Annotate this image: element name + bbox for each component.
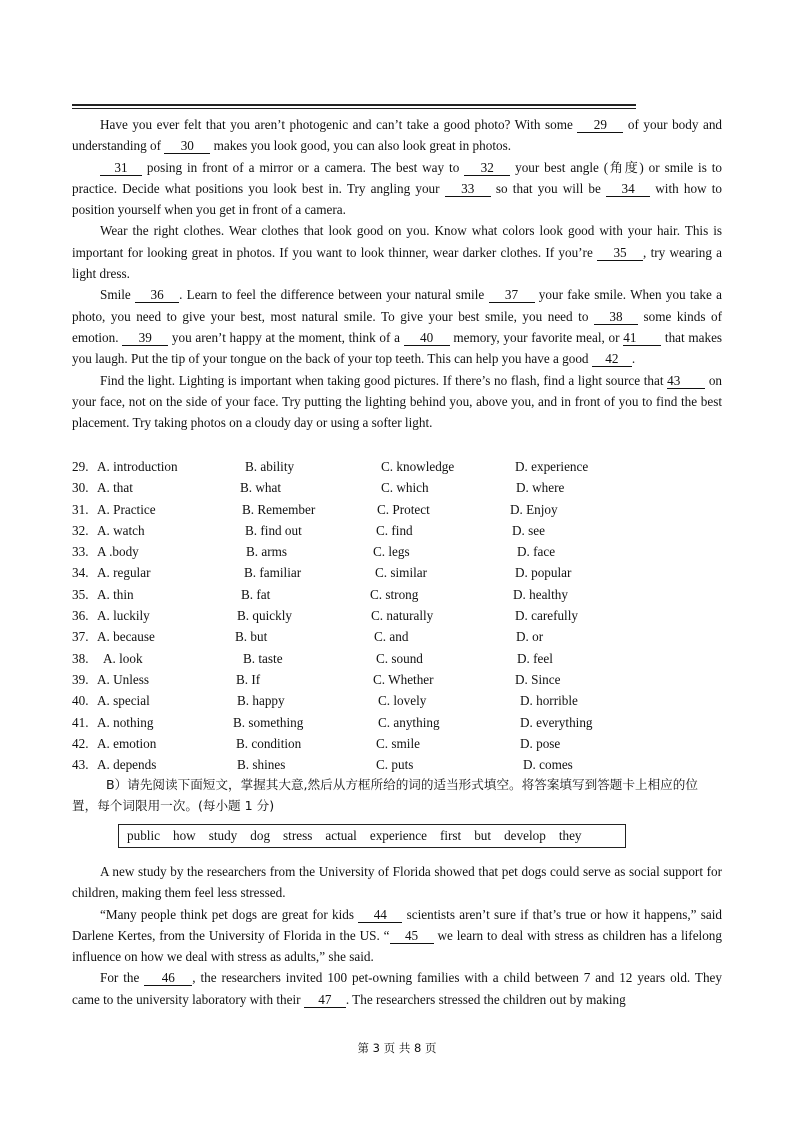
blank-42: 42 — [592, 351, 632, 367]
word-actual: actual — [325, 828, 357, 843]
word-develop: develop — [504, 828, 546, 843]
blank-38: 38 — [594, 309, 638, 325]
passage-b-paragraph-3: For the 46 , the researchers invited 100 pet-owning families with a child between 7 and 12 years old. They came to the university laboratory with their 47 . The researchers stressed the children out by making — [72, 970, 723, 1007]
word-dog: dog — [250, 828, 271, 843]
blank-32: 32 — [464, 160, 510, 176]
page-footer: 第 3 页 共 8 页 — [357, 1041, 437, 1055]
passage-b-paragraph-2: “Many people think pet dogs are great for kids 44 scientists aren’t sure if that’s true or how it happens,” said Darlene Kertes, from the University of Florida in the US. “ 45 we learn to deal with stress as children has a lifelong influence on how we deal with stress as adults,” she said. — [72, 906, 723, 965]
word-how: how — [172, 828, 196, 843]
blank-40: 40 — [404, 330, 450, 346]
passage-a-paragraph-4: Smile 36 . Learn to feel the difference between your natural smile 37 your fake smile. When you take a photo, you need to give your best, most natural smile. To give your best smile, you need to 38 some kinds of emotion. 39 you aren’t happy at the moment, think of a 40 memory, your favorite meal, or 41 that makes you laugh. Put the tip of your tongue on the back of your top teeth. This can help you have a good 42 . — [72, 287, 723, 367]
passage-a-paragraph-5: Find the light. Lighting is important when taking good pictures. If there’s no flash, find a light source that 43 on your face, not on the side of your face. Try putting the lighting behind you, above you, and in front of you to find the best placement. Try taking photos on a cloudy day or using a softer light. — [72, 372, 723, 431]
blank-37: 37 — [489, 287, 535, 303]
option-row-41: 41. A. nothing B. something C. anything D. everything — [72, 714, 593, 730]
option-row-40: 40. A. special B. happy C. lovely D. horrible — [72, 693, 578, 709]
passage-b-paragraph-1: A new study by the researchers from the University of Florida showed that pet dogs could serve as social support for children, making them feel less stressed. — [72, 864, 722, 901]
option-row-30: 30. A. that B. what C. which D. where — [72, 480, 565, 496]
blank-45: 45 — [390, 928, 434, 944]
option-row-42: 42. A. emotion B. condition C. smile D. pose — [72, 735, 561, 751]
section-b-instruction: B）请先阅读下面短文，掌握其大意,然后从方框所给的词的适当形式填空。将答案填写到答题卡上相应的位置，每个词限用一次。(每小题 1 分) — [72, 777, 698, 814]
word-experience: experience — [369, 828, 427, 843]
blank-41: 41 — [623, 330, 661, 346]
blank-46: 46 — [144, 970, 192, 986]
blank-47: 47 — [304, 992, 346, 1008]
word-first: first — [439, 828, 462, 843]
word-but: but — [474, 828, 492, 843]
blank-36: 36 — [135, 287, 179, 303]
blank-39: 39 — [122, 330, 168, 346]
word-study: study — [208, 828, 238, 843]
passage-a-paragraph-1: Have you ever felt that you aren’t photogenic and can’t take a good photo? With some 29 of your body and understanding of 30 makes you look good, you can also look great in photos. — [72, 117, 723, 154]
blank-43: 43 — [667, 373, 705, 389]
options-list — [72, 456, 722, 775]
blank-30: 30 — [164, 138, 210, 154]
passage-a — [72, 114, 722, 433]
passage-b — [72, 861, 722, 1010]
header-rule-thick — [72, 104, 636, 106]
option-row-36: 36. A. luckily B. quickly C. naturally D. carefully — [72, 608, 578, 624]
option-row-29: 29. A. introduction B. ability C. knowledge D. experience — [72, 459, 589, 474]
option-row-35: 35. A. thin B. fat C. strong D. healthy — [72, 586, 568, 602]
word-they: they — [558, 828, 582, 843]
option-row-43: 43. A. depends B. shines C. puts D. comes — [72, 757, 573, 773]
option-row-39: 39. A. Unless B. If C. Whether D. Since — [72, 671, 561, 687]
option-row-31: 31. A. Practice B. Remember C. Protect D. Enjoy — [72, 501, 558, 517]
option-row-33: 33. A .body B. arms C. legs D. face — [72, 544, 556, 560]
word-public: public — [127, 828, 160, 843]
option-row-32: 32. A. watch B. find out C. find D. see — [72, 522, 545, 538]
header-rule-thin — [72, 108, 636, 109]
blank-44: 44 — [358, 907, 402, 923]
blank-31: 31 — [100, 160, 142, 176]
option-row-37: 37. A. because B. but C. and D. or — [72, 629, 544, 645]
word-box — [118, 824, 626, 848]
blank-34: 34 — [606, 181, 650, 197]
blank-35: 35 — [597, 245, 643, 261]
blank-29: 29 — [577, 117, 623, 133]
word-stress: stress — [283, 828, 313, 843]
passage-a-paragraph-3: Wear the right clothes. Wear clothes that look good on you. Know what colors look good with your hair. This is important for looking great in photos. If you want to look thinner, wear darker clothes. If you’re 35 , try wearing a light dress. — [72, 223, 722, 282]
option-row-38: 38. A. look B. taste C. sound D. feel — [72, 650, 553, 666]
passage-a-paragraph-2: 31 posing in front of a mirror or a camera. The best way to 32 your best angle (角度) or smile is to practice. Decide what positions you look best in. Try angling your 33 so that you will be 34 with how to position yourself when you get in front of a camera. — [72, 159, 723, 218]
option-row-34: 34. A. regular B. familiar C. similar D. popular — [72, 565, 572, 581]
blank-33: 33 — [445, 181, 491, 197]
